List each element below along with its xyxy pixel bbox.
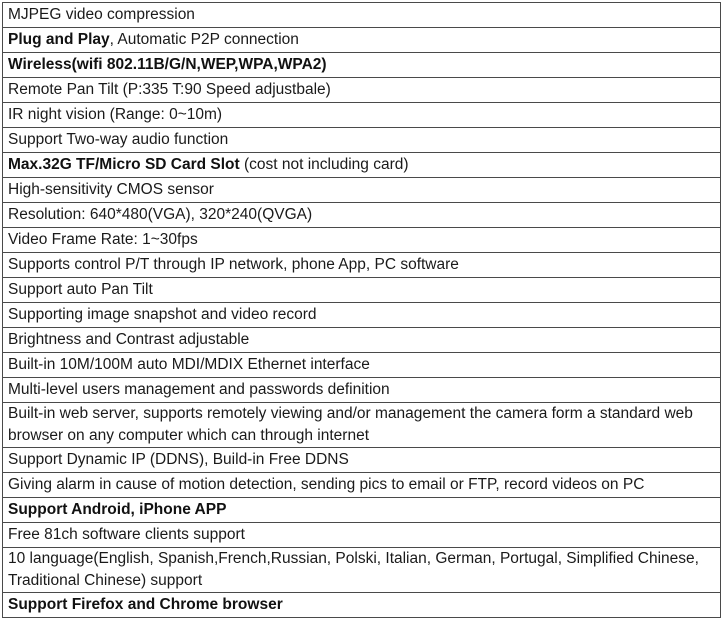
spec-cell <box>3 593 721 618</box>
table-row <box>3 378 721 403</box>
spec-text: 10 language(English, Spanish,French,Russian, Polski, Italian, German, Portugal, Simplified Chinese, Traditional Chinese) support <box>8 550 699 589</box>
table-row <box>3 473 721 498</box>
spec-text: Support Two-way audio function <box>8 131 229 148</box>
spec-bold: Support Android, iPhone APP <box>8 501 227 518</box>
table-row <box>3 253 721 278</box>
spec-cell <box>3 253 721 278</box>
table-row <box>3 303 721 328</box>
table-row <box>3 498 721 523</box>
table-row <box>3 403 721 448</box>
spec-cell <box>3 353 721 378</box>
spec-cell <box>3 103 721 128</box>
spec-cell <box>3 128 721 153</box>
spec-text: Remote Pan Tilt (P:335 T:90 Speed adjustbale) <box>8 81 331 98</box>
spec-cell <box>3 548 721 593</box>
table-row <box>3 353 721 378</box>
spec-text: , Automatic P2P connection <box>109 31 299 48</box>
spec-text: MJPEG video compression <box>8 6 195 23</box>
spec-text: Free 81ch software clients support <box>8 526 245 543</box>
table-row <box>3 278 721 303</box>
spec-cell <box>3 498 721 523</box>
spec-cell <box>3 28 721 53</box>
spec-table-body <box>3 3 721 618</box>
table-row <box>3 328 721 353</box>
table-row <box>3 548 721 593</box>
spec-cell <box>3 403 721 448</box>
table-row <box>3 78 721 103</box>
spec-bold: Plug and Play <box>8 31 110 48</box>
spec-text: Resolution: 640*480(VGA), 320*240(QVGA) <box>8 206 313 223</box>
spec-text: Supports control P/T through IP network, phone App, PC software <box>8 256 459 273</box>
spec-text: Supporting image snapshot and video record <box>8 306 317 323</box>
table-row <box>3 28 721 53</box>
spec-cell <box>3 448 721 473</box>
spec-text: Multi-level users management and passwords definition <box>8 381 390 398</box>
spec-bold: Support Firefox and Chrome browser <box>8 596 283 613</box>
table-row <box>3 3 721 28</box>
spec-cell <box>3 153 721 178</box>
spec-cell <box>3 203 721 228</box>
spec-text: Built-in 10M/100M auto MDI/MDIX Ethernet interface <box>8 356 370 373</box>
spec-table <box>2 2 721 618</box>
spec-text: Brightness and Contrast adjustable <box>8 331 250 348</box>
spec-text: Built-in web server, supports remotely viewing and/or management the camera form a standard web browser on any computer which can through internet <box>8 405 693 444</box>
spec-cell <box>3 328 721 353</box>
table-row <box>3 153 721 178</box>
table-row <box>3 523 721 548</box>
spec-text: Giving alarm in cause of motion detection, sending pics to email or FTP, record videos on PC <box>8 476 645 493</box>
table-row <box>3 228 721 253</box>
spec-cell <box>3 178 721 203</box>
spec-text: (cost not including card) <box>239 156 409 173</box>
spec-cell <box>3 53 721 78</box>
spec-bold: Max.32G TF/Micro SD Card Slot <box>8 156 240 173</box>
table-row <box>3 103 721 128</box>
spec-text: Support Dynamic IP (DDNS), Build-in Free DDNS <box>8 451 349 468</box>
table-row <box>3 203 721 228</box>
spec-bold: Wireless(wifi 802.11B/G/N,WEP,WPA,WPA2) <box>8 56 327 73</box>
spec-text: Support auto Pan Tilt <box>8 281 153 298</box>
table-row <box>3 593 721 618</box>
spec-cell <box>3 228 721 253</box>
spec-cell <box>3 378 721 403</box>
table-row <box>3 448 721 473</box>
spec-text: High-sensitivity CMOS sensor <box>8 181 214 198</box>
spec-cell <box>3 78 721 103</box>
table-row <box>3 128 721 153</box>
spec-cell <box>3 473 721 498</box>
spec-text: IR night vision (Range: 0~10m) <box>8 106 223 123</box>
table-row <box>3 53 721 78</box>
spec-cell <box>3 278 721 303</box>
spec-cell <box>3 303 721 328</box>
table-row <box>3 178 721 203</box>
spec-cell <box>3 3 721 28</box>
spec-text: Video Frame Rate: 1~30fps <box>8 231 198 248</box>
spec-cell <box>3 523 721 548</box>
